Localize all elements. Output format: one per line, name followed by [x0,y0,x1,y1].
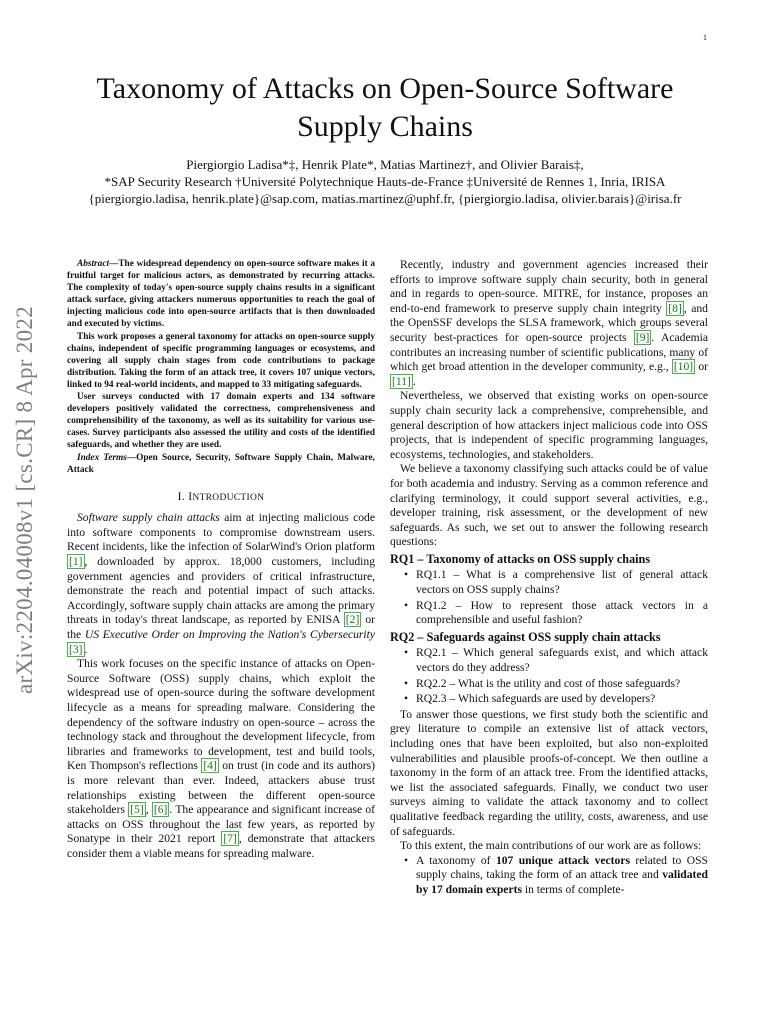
abstract-paragraph-1: Abstract—The widespread dependency on open-source software makes it a fruitful target for malicious actors, as demonstrated by recurring attacks. The complexity of today's open-source supply chains results in a significant attack surface, giving attackers numerous opportunities to reach the goal of injecting malicious code into open-source artifacts that is then downloaded and executed by victims. [67,259,375,330]
list-item: • RQ1.1 – What is a comprehensive list of general attack vectors on OSS supply chains? [416,568,708,597]
rq2-list [390,646,708,706]
citation-link[interactable]: [8] [668,301,682,315]
citation-link[interactable]: [10] [673,360,694,374]
title-line-1: Taxonomy of Attacks on Open-Source Software [96,72,674,105]
page-number: 1 [703,33,707,42]
rq2-heading: RQ2 – Safeguards against OSS supply chain attacks [390,629,661,644]
intro-paragraph-1: Software supply chain attacks aim at injecting malicious code into software components to compromise downstream users. Recent incidents, like the infection of SolarWind's Orion platform [1] , downloaded by approx. 18,000 customers, including government agencies and providers of critical infrastructure, demonstrate the reach and potential impact of such attacks. Accordingly, software supply chain attacks are among the primary threats in today's threat landscape, as reported by ENISA [2] or the US Executive Order on Improving the Nation's Cybersecurity [3] . [67,511,376,656]
abstract [67,258,375,476]
section-heading-introduction: I. INTRODUCTION [177,489,265,503]
right-column [390,258,708,899]
abstract-paragraph-2: This work proposes a general taxonomy for attacks on open-source supply chains, independent of specific programming languages or ecosystems, and covering all supply chain stages from code contributions to package distribution. Taking the form of an attack tree, it covers 107 unique vectors, linked to 94 real-world incidents, and mapped to 33 mitigating safeguards. [67,331,375,390]
author-list: Piergiorgio Ladisa*‡, Henrik Plate*, Matias Martinez†, and Olivier Barais‡, [186,157,584,172]
list-item: • RQ2.1 – Which general safeguards exist, and which attack vectors do they address? [416,646,708,675]
abstract-label: Abstract [77,259,110,269]
author-emails: {piergiorgio.ladisa, henrik.plate}@sap.com, matias.martinez@uphf.fr, {piergiorgio.ladisa, olivier.barais}@irisa.fr [88,191,682,206]
right-paragraph-1: Recently, industry and government agencies increased their efforts to improve software supply chain security, both in general and in regards to open-source. MITRE, for instance, proposes an end-to-end framework to preserve supply chain integrity [8] , and the OpenSSF develops the SLSA framework, which groups several security best-practices for open-source projects [9] . Academia contributes an increasing number of scientific publications, many of which get broad attention in the developer community, e.g., [10] or [11] . [390,258,709,388]
rq1-list [390,568,708,627]
citation-link[interactable]: [2] [345,613,360,627]
list-item: • RQ2.2 – What is the utility and cost of those safeguards? [416,677,708,692]
paper-header [60,70,710,207]
arxiv-identifier: arXiv:2204.04008v1 [cs.CR] 8 Apr 2022 [12,305,37,695]
rq1-heading: RQ1 – Taxonomy of attacks on OSS supply chains [390,551,651,566]
affiliations: *SAP Security Research †Université Polytechnique Hauts-de-France ‡Université de Rennes 1, Inria, IRISA [104,174,666,189]
intro-paragraph-2: This work focuses on the specific instance of attacks on Open-Source Software (OSS) supply chains, which exploit the widespread use of open-source during the software development lifecycle as a means for spreading malware. Considering the dependency of the software industry on open-source – across the technology stack and throughout the development lifecycle, from libraries and frameworks to development, test and build tools, Ken Thompson's reflections [4] on trust (in code and its authors) is more relevant than ever. Indeed, attackers abuse trust relationships existing between the different open-source stakeholders [5] , [6] . The appearance and significant increase of attacks on OSS throughout the last few years, as reported by Sonatype in their 2021 report [7] , demonstrate that attackers consider them a viable means for spreading malware. [67,657,375,860]
left-column [67,258,375,862]
index-terms: Index Terms—Open Source, Security, Software Supply Chain, Malware, Attack [67,452,375,475]
citation-link[interactable]: [11] [392,374,411,388]
citation-link[interactable]: [7] [223,832,237,846]
list-item: • RQ2.3 – Which safeguards are used by developers? [416,692,708,707]
right-paragraph-3: We believe a taxonomy classifying such attacks could be of value for both academia and industry. Serving as a common reference and clarifying terminology, it could support several activities, e.g., developer training, risk assessment, or the development of new safeguards. As such, we set out to answer the following research questions: [390,462,708,549]
citation-link[interactable]: [1] [69,555,83,569]
citation-link[interactable]: [5] [130,803,144,817]
abstract-paragraph-3: User surveys conducted with 17 domain experts and 134 software developers positively validated the correctness, comprehensiveness and comprehensibility of the taxonomy, as well as its suitability for various use-cases. Survey participants also assessed the utility and costs of the identified safeguards, and whether they are used. [67,392,375,451]
citation-link[interactable]: [6] [153,803,168,817]
citation-link[interactable]: [9] [635,330,650,344]
citation-link[interactable]: [4] [203,759,217,773]
title-line-2: Supply Chains [297,110,473,143]
arxiv-stamp [5,280,45,720]
index-terms-label: Index Terms [77,452,127,463]
paper-title [60,70,710,146]
list-item: • RQ1.2 – How to represent those attack vectors in a comprehensible and useful fashion? [416,599,708,628]
contributions-list [390,854,708,898]
citation-link[interactable]: [3] [69,642,83,656]
right-paragraph-2: Nevertheless, we observed that existing works on open-source supply chain security lack a comprehensive, comprehensible, and general description of how attackers inject malicious code into OSS projects, that is independent of specific programming languages, ecosystems, technologies, and stakeholders. [390,389,708,461]
right-paragraph-4: To answer those questions, we first study both the scientific and grey literature to compile an extensive list of attack vectors, including ones that have been exploited, but also non-exploited vulnerabilities and plausible proofs-of-concept. We then outline a taxonomy in the form of an attack tree. From the identified attacks, we list the associated safeguards. Finally, we conduct two user surveys aiming to validate the attack taxonomy and to collect qualitative feedback regarding the utility, costs, awareness, and use of safeguards. [390,707,708,838]
right-paragraph-5: To this extent, the main contributions of our work are as follows: [400,839,702,853]
list-item: • A taxonomy of 107 unique attack vectors related to OSS supply chains, taking the form of an attack tree and validated by 17 domain experts in terms of complete- [416,854,708,898]
